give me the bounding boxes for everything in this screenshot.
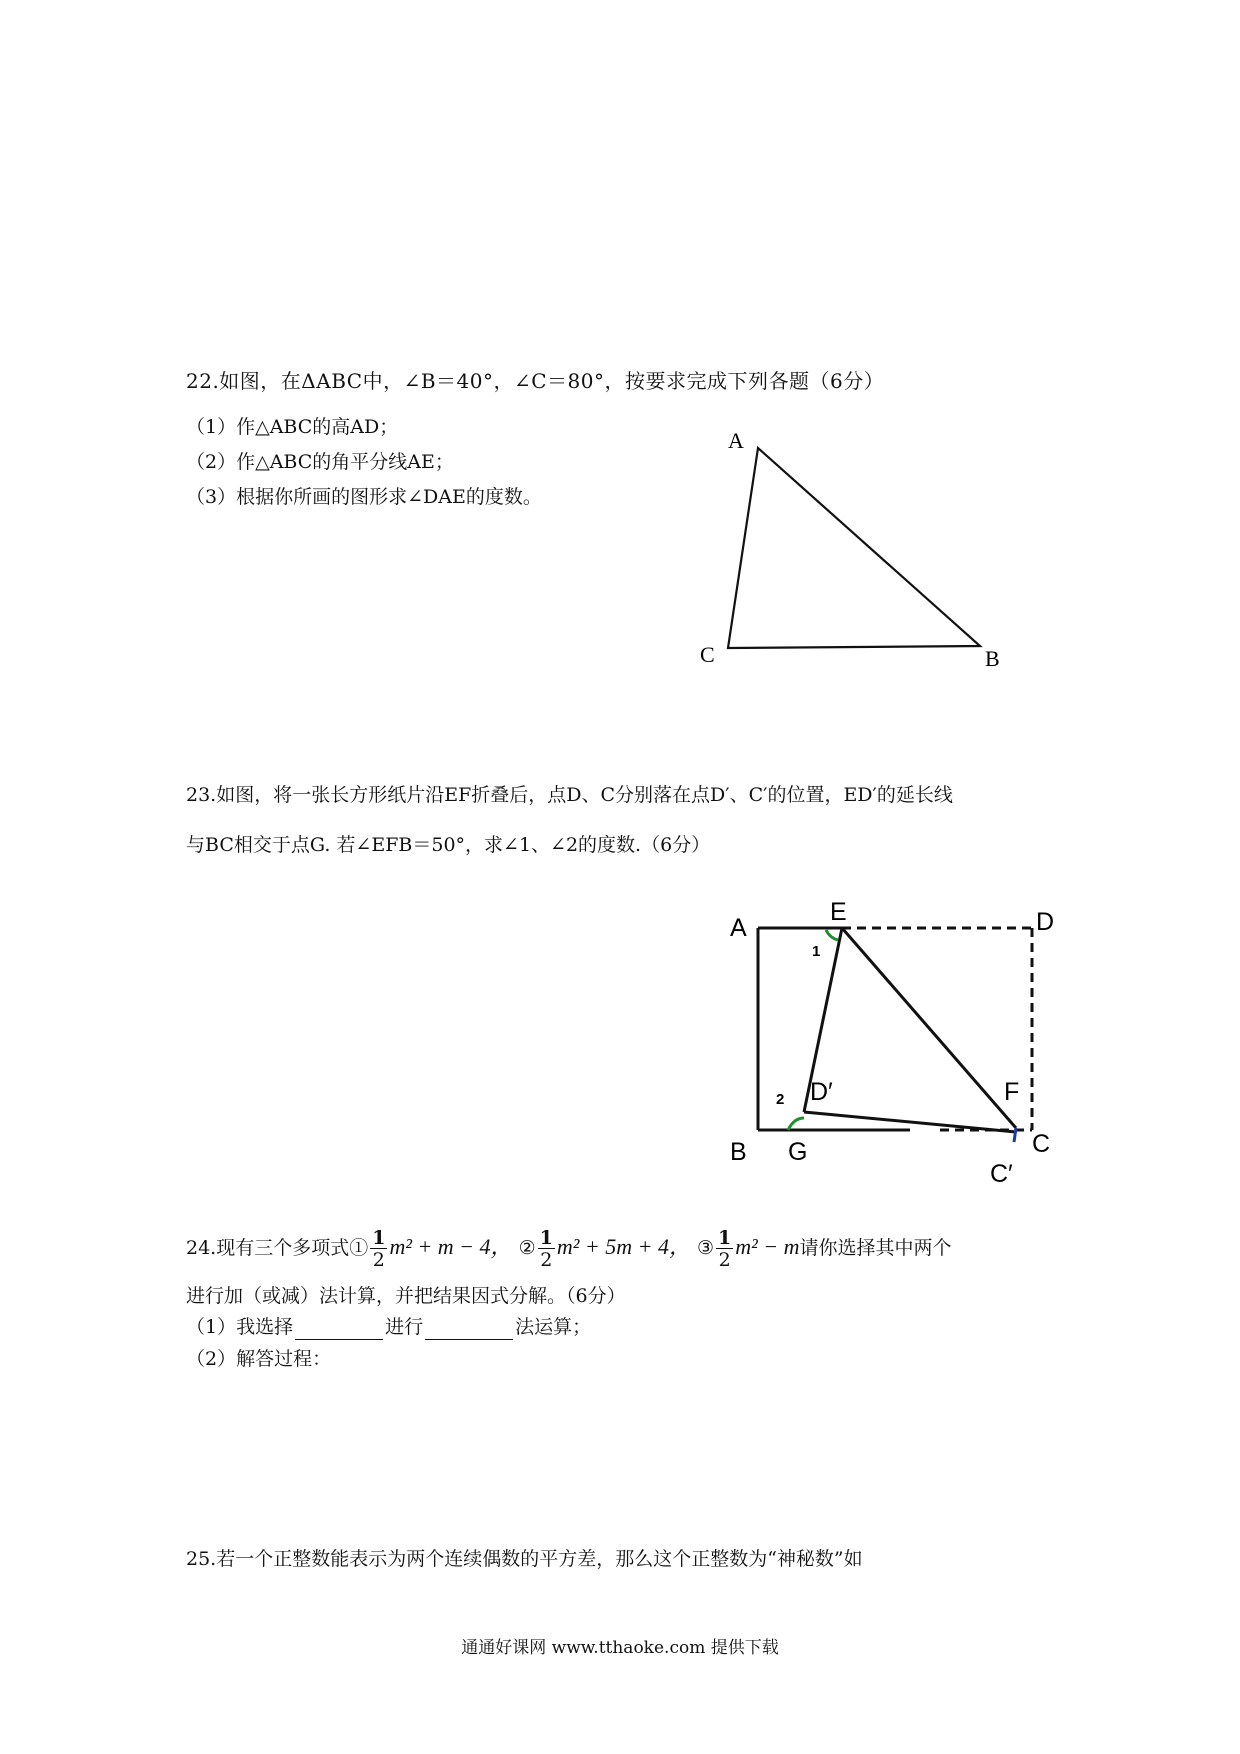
q22-triangle-figure	[680, 420, 1020, 680]
answer-blank-1[interactable]	[295, 1319, 383, 1340]
q24-tail: 请你选择其中两个	[799, 1237, 952, 1259]
label-a: A	[728, 428, 744, 453]
label-b: B	[985, 646, 1000, 671]
q22-title: 22.如图，在ΔABC中，∠B＝40°，∠C＝80°，按要求完成下列各题（6分）	[186, 369, 885, 393]
label-c-prime: C′	[990, 1160, 1013, 1188]
circle-1: ①	[349, 1237, 369, 1259]
fraction-half-3: $\frac{1}{2}$	[718, 1226, 732, 1271]
label-f: F	[1004, 1078, 1020, 1106]
fraction-half-1: $\frac{1}{2}$	[372, 1226, 386, 1271]
answer-blank-2[interactable]	[425, 1319, 513, 1340]
q24-intro: 24.现有三个多项式	[186, 1237, 350, 1259]
q24-item-1-c: 法运算；	[515, 1316, 592, 1338]
circle-3: ③	[697, 1237, 715, 1259]
fraction-half-2: $\frac{1}{2}$	[539, 1226, 553, 1271]
q23-fold-figure	[720, 890, 1070, 1190]
polynomial-3: m² − m	[735, 1234, 800, 1259]
q24-item-2: （2）解答过程：	[186, 1348, 332, 1370]
q22-item-1: （1）作△ABC的高AD；	[186, 416, 399, 438]
label-c: C	[700, 642, 715, 667]
q22-item-3: （3）根据你所画的图形求∠DAE的度数。	[186, 486, 542, 508]
label-angle-2: 2	[776, 1091, 785, 1108]
polynomial-1: m² + m − 4，	[389, 1234, 513, 1259]
label-d-prime: D′	[810, 1078, 833, 1106]
label-c: C	[1032, 1130, 1051, 1158]
polynomial-2: m² + 5m + 4，	[556, 1234, 691, 1259]
q24-item-1-a: （1）我选择	[186, 1316, 294, 1338]
q24-item-1-b: 进行	[385, 1316, 424, 1338]
q23-line-1: 23.如图，将一张长方形纸片沿EF折叠后，点D、C分别落在点D′、C′的位置，ED′的延长线	[186, 784, 953, 806]
q25-line-1: 25.若一个正整数能表示为两个连续偶数的平方差，那么这个正整数为“神秘数”如	[186, 1548, 863, 1570]
label-a: A	[730, 914, 747, 942]
circle-2: ②	[518, 1237, 536, 1259]
page-footer: 通通好课网 www.tthaoke.com 提供下载	[461, 1638, 779, 1658]
q24-line-2: 进行加（或减）法计算，并把结果因式分解。（6分）	[186, 1285, 626, 1307]
label-angle-1: 1	[812, 943, 821, 960]
q23-line-2: 与BC相交于点G. 若∠EFB＝50°，求∠1、∠2的度数.（6分）	[186, 834, 711, 856]
q24-item-1	[186, 1314, 591, 1340]
label-g: G	[788, 1138, 808, 1166]
label-d: D	[1036, 908, 1055, 936]
triangle-abc	[728, 448, 980, 648]
label-b: B	[730, 1138, 747, 1166]
label-e: E	[830, 898, 847, 926]
q22-item-2: （2）作△ABC的角平分线AE；	[186, 451, 454, 473]
q24-line-1	[186, 1220, 952, 1275]
